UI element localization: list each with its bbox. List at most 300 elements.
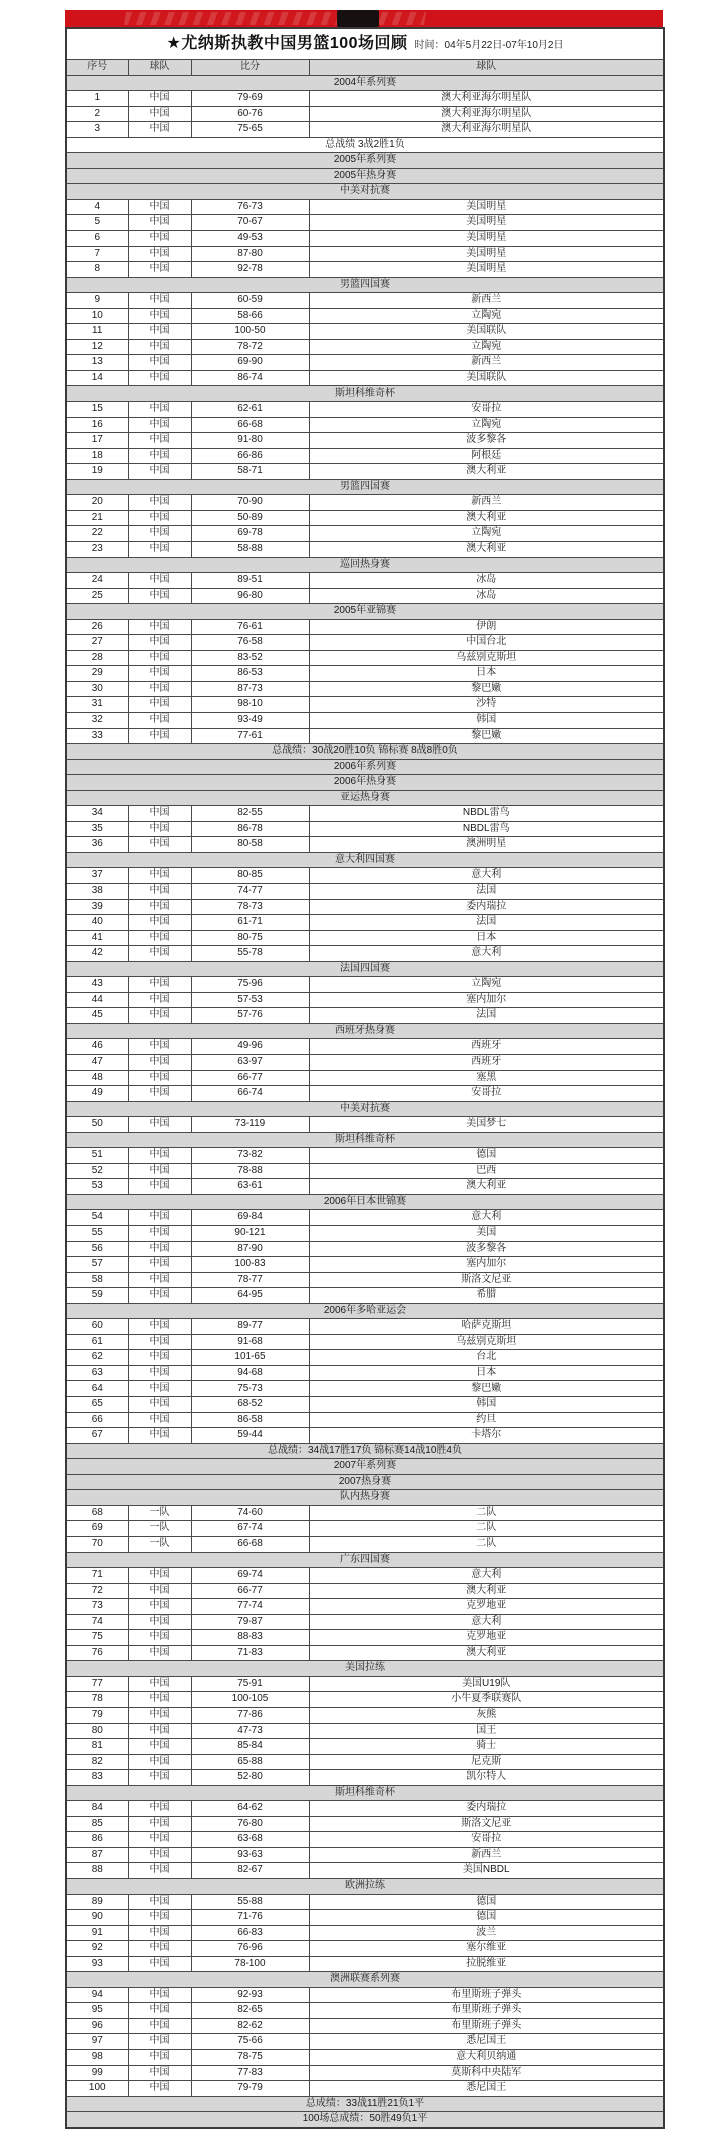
cell-team: 中国 bbox=[128, 246, 191, 262]
table-row bbox=[66, 635, 664, 651]
section-row bbox=[66, 1101, 664, 1117]
cell-opponent: 阿根廷 bbox=[309, 448, 664, 464]
table-row bbox=[66, 619, 664, 635]
cell-score: 49-53 bbox=[191, 231, 309, 247]
cell-opponent: 伊朗 bbox=[309, 619, 664, 635]
cell-opponent: 日本 bbox=[309, 1365, 664, 1381]
cell-team: 中国 bbox=[128, 2034, 191, 2050]
table-row bbox=[66, 1350, 664, 1366]
table-row bbox=[66, 821, 664, 837]
cell-score: 100-83 bbox=[191, 1257, 309, 1273]
cell-opponent: 西班牙 bbox=[309, 1039, 664, 1055]
cell-no: 100 bbox=[66, 2081, 128, 2097]
section-row bbox=[66, 153, 664, 169]
table-row bbox=[66, 464, 664, 480]
cell-score: 91-80 bbox=[191, 433, 309, 449]
cell-no: 79 bbox=[66, 1707, 128, 1723]
section-row bbox=[66, 775, 664, 791]
cell-no: 26 bbox=[66, 619, 128, 635]
cell-opponent: 澳大利亚 bbox=[309, 1645, 664, 1661]
cell-no: 45 bbox=[66, 1008, 128, 1024]
table-row bbox=[66, 1801, 664, 1817]
cell-score: 61-71 bbox=[191, 915, 309, 931]
cell-opponent: 新西兰 bbox=[309, 355, 664, 371]
table-row bbox=[66, 1086, 664, 1102]
cell-opponent: 黎巴嫩 bbox=[309, 728, 664, 744]
cell-score: 88-83 bbox=[191, 1630, 309, 1646]
section-row bbox=[66, 1972, 664, 1988]
cell-no: 2 bbox=[66, 106, 128, 122]
cell-team: 中国 bbox=[128, 293, 191, 309]
cell-opponent: 法国 bbox=[309, 883, 664, 899]
table-row bbox=[66, 915, 664, 931]
cell-opponent: 哈萨克斯坦 bbox=[309, 1319, 664, 1335]
cell-score: 100-50 bbox=[191, 324, 309, 340]
cell-score: 70-90 bbox=[191, 495, 309, 511]
cell-no: 16 bbox=[66, 417, 128, 433]
table-row bbox=[66, 91, 664, 107]
cell-opponent: 日本 bbox=[309, 666, 664, 682]
cell-opponent: 沙特 bbox=[309, 697, 664, 713]
cell-team: 中国 bbox=[128, 1583, 191, 1599]
table-row bbox=[66, 1226, 664, 1242]
cell-score: 91-68 bbox=[191, 1334, 309, 1350]
cell-opponent: 塞黑 bbox=[309, 1070, 664, 1086]
cell-opponent: 美国明星 bbox=[309, 199, 664, 215]
cell-team: 中国 bbox=[128, 1412, 191, 1428]
cell-no: 21 bbox=[66, 510, 128, 526]
table-row bbox=[66, 1645, 664, 1661]
table-row bbox=[66, 1241, 664, 1257]
table-row bbox=[66, 2018, 664, 2034]
cell-score: 78-88 bbox=[191, 1163, 309, 1179]
cell-score: 75-65 bbox=[191, 122, 309, 138]
table-row bbox=[66, 215, 664, 231]
cell-no: 62 bbox=[66, 1350, 128, 1366]
table-row bbox=[66, 1770, 664, 1786]
cell-no: 74 bbox=[66, 1614, 128, 1630]
cell-team: 中国 bbox=[128, 2018, 191, 2034]
cell-score: 73-119 bbox=[191, 1117, 309, 1133]
cell-team: 中国 bbox=[128, 1257, 191, 1273]
cell-team: 中国 bbox=[128, 899, 191, 915]
cell-score: 96-80 bbox=[191, 588, 309, 604]
cell-team: 中国 bbox=[128, 1630, 191, 1646]
cell-score: 89-51 bbox=[191, 573, 309, 589]
cell-score: 76-73 bbox=[191, 199, 309, 215]
cell-team: 中国 bbox=[128, 417, 191, 433]
cell-opponent: NBDL雷鸟 bbox=[309, 821, 664, 837]
cell-team: 中国 bbox=[128, 1070, 191, 1086]
cell-no: 60 bbox=[66, 1319, 128, 1335]
cell-score: 69-74 bbox=[191, 1568, 309, 1584]
table-row bbox=[66, 1521, 664, 1537]
cell-no: 47 bbox=[66, 1055, 128, 1071]
cell-no: 35 bbox=[66, 821, 128, 837]
cell-score: 69-84 bbox=[191, 1210, 309, 1226]
cell-score: 57-53 bbox=[191, 992, 309, 1008]
cell-no: 58 bbox=[66, 1272, 128, 1288]
cell-score: 80-75 bbox=[191, 930, 309, 946]
section-label: 美国拉练 bbox=[66, 1661, 664, 1677]
cell-team: 中国 bbox=[128, 339, 191, 355]
cell-no: 77 bbox=[66, 1676, 128, 1692]
cell-score: 101-65 bbox=[191, 1350, 309, 1366]
cell-team: 中国 bbox=[128, 1723, 191, 1739]
section-row bbox=[66, 852, 664, 868]
cell-score: 82-62 bbox=[191, 2018, 309, 2034]
cell-no: 56 bbox=[66, 1241, 128, 1257]
cell-team: 中国 bbox=[128, 837, 191, 853]
cell-team: 中国 bbox=[128, 355, 191, 371]
cell-no: 15 bbox=[66, 402, 128, 418]
cell-team: 中国 bbox=[128, 666, 191, 682]
section-row bbox=[66, 1303, 664, 1319]
cell-no: 46 bbox=[66, 1039, 128, 1055]
section-label: 中美对抗赛 bbox=[66, 1101, 664, 1117]
table-row bbox=[66, 1614, 664, 1630]
cell-no: 25 bbox=[66, 588, 128, 604]
cell-score: 79-79 bbox=[191, 2081, 309, 2097]
section-label: 亚运热身赛 bbox=[66, 790, 664, 806]
cell-opponent: 二队 bbox=[309, 1536, 664, 1552]
cell-score: 74-77 bbox=[191, 883, 309, 899]
table-row bbox=[66, 1179, 664, 1195]
table-row bbox=[66, 1987, 664, 2003]
section-row bbox=[66, 1474, 664, 1490]
cell-no: 5 bbox=[66, 215, 128, 231]
cell-no: 55 bbox=[66, 1226, 128, 1242]
cell-opponent: 韩国 bbox=[309, 712, 664, 728]
cell-opponent: 安哥拉 bbox=[309, 1086, 664, 1102]
cell-opponent: 克罗地亚 bbox=[309, 1630, 664, 1646]
cell-team: 中国 bbox=[128, 1676, 191, 1692]
table-row bbox=[66, 977, 664, 993]
cell-no: 20 bbox=[66, 495, 128, 511]
cell-score: 92-93 bbox=[191, 1987, 309, 2003]
cell-team: 中国 bbox=[128, 650, 191, 666]
cell-opponent: 安哥拉 bbox=[309, 1832, 664, 1848]
cell-score: 64-62 bbox=[191, 1801, 309, 1817]
cell-team: 中国 bbox=[128, 1956, 191, 1972]
cell-team: 中国 bbox=[128, 712, 191, 728]
cell-no: 36 bbox=[66, 837, 128, 853]
cell-no: 94 bbox=[66, 1987, 128, 2003]
cell-score: 78-77 bbox=[191, 1272, 309, 1288]
table-row bbox=[66, 448, 664, 464]
cell-score: 94-68 bbox=[191, 1365, 309, 1381]
cell-opponent: 莫斯科中央陆军 bbox=[309, 2065, 664, 2081]
cell-team: 中国 bbox=[128, 510, 191, 526]
top-banner bbox=[65, 10, 663, 27]
cell-team: 中国 bbox=[128, 915, 191, 931]
cell-score: 70-67 bbox=[191, 215, 309, 231]
cell-score: 73-82 bbox=[191, 1148, 309, 1164]
section-label: 2005年热身赛 bbox=[66, 168, 664, 184]
cell-team: 中国 bbox=[128, 1381, 191, 1397]
cell-score: 86-58 bbox=[191, 1412, 309, 1428]
section-label: 中美对抗赛 bbox=[66, 184, 664, 200]
cell-score: 69-78 bbox=[191, 526, 309, 542]
cell-opponent: 乌兹别克斯坦 bbox=[309, 1334, 664, 1350]
cell-team: 中国 bbox=[128, 1210, 191, 1226]
cell-team: 中国 bbox=[128, 728, 191, 744]
table-row bbox=[66, 1723, 664, 1739]
section-label: 总战绩 3战2胜1负 bbox=[66, 137, 664, 153]
cell-opponent: 澳洲明星 bbox=[309, 837, 664, 853]
cell-no: 53 bbox=[66, 1179, 128, 1195]
cell-score: 66-68 bbox=[191, 417, 309, 433]
cell-no: 39 bbox=[66, 899, 128, 915]
cell-no: 23 bbox=[66, 541, 128, 557]
cell-team: 中国 bbox=[128, 1614, 191, 1630]
cell-no: 71 bbox=[66, 1568, 128, 1584]
cell-no: 75 bbox=[66, 1630, 128, 1646]
table-row bbox=[66, 293, 664, 309]
section-label: 男篮四国赛 bbox=[66, 277, 664, 293]
cell-team: 中国 bbox=[128, 883, 191, 899]
cell-opponent: 安哥拉 bbox=[309, 402, 664, 418]
cell-team: 中国 bbox=[128, 1055, 191, 1071]
cell-score: 85-84 bbox=[191, 1739, 309, 1755]
cell-no: 92 bbox=[66, 1941, 128, 1957]
cell-opponent: 美国NBDL bbox=[309, 1863, 664, 1879]
cell-score: 77-61 bbox=[191, 728, 309, 744]
cell-opponent: 波多黎各 bbox=[309, 1241, 664, 1257]
cell-opponent: 二队 bbox=[309, 1505, 664, 1521]
section-row bbox=[66, 1132, 664, 1148]
table-row bbox=[66, 992, 664, 1008]
section-label: 斯坦科维奇杯 bbox=[66, 1785, 664, 1801]
cell-opponent: 克罗地亚 bbox=[309, 1599, 664, 1615]
cell-opponent: 小牛夏季联赛队 bbox=[309, 1692, 664, 1708]
table-row bbox=[66, 1381, 664, 1397]
section-row bbox=[66, 1023, 664, 1039]
cell-no: 18 bbox=[66, 448, 128, 464]
section-label: 2007热身赛 bbox=[66, 1474, 664, 1490]
cell-team: 中国 bbox=[128, 1241, 191, 1257]
cell-score: 82-65 bbox=[191, 2003, 309, 2019]
section-label: 斯坦科维奇杯 bbox=[66, 1132, 664, 1148]
cell-opponent: 立陶宛 bbox=[309, 308, 664, 324]
title-time-range: 时间：04年5月22日-07年10月2日 bbox=[414, 39, 564, 51]
cell-score: 86-53 bbox=[191, 666, 309, 682]
cell-no: 11 bbox=[66, 324, 128, 340]
cell-team: 中国 bbox=[128, 106, 191, 122]
cell-opponent: 澳大利亚 bbox=[309, 1179, 664, 1195]
cell-no: 86 bbox=[66, 1832, 128, 1848]
cell-team: 中国 bbox=[128, 2065, 191, 2081]
cell-opponent: 布里斯班子弹头 bbox=[309, 2018, 664, 2034]
banner-ink-blob bbox=[337, 10, 379, 27]
cell-team: 中国 bbox=[128, 215, 191, 231]
cell-team: 中国 bbox=[128, 91, 191, 107]
cell-score: 79-87 bbox=[191, 1614, 309, 1630]
table-row bbox=[66, 231, 664, 247]
cell-score: 93-49 bbox=[191, 712, 309, 728]
cell-team: 中国 bbox=[128, 1863, 191, 1879]
table-row bbox=[66, 541, 664, 557]
cell-opponent: 委内瑞拉 bbox=[309, 1801, 664, 1817]
cell-opponent: 美国明星 bbox=[309, 246, 664, 262]
cell-opponent: 国王 bbox=[309, 1723, 664, 1739]
cell-no: 14 bbox=[66, 370, 128, 386]
cell-opponent: 巴西 bbox=[309, 1163, 664, 1179]
cell-no: 70 bbox=[66, 1536, 128, 1552]
cell-team: 中国 bbox=[128, 1039, 191, 1055]
cell-no: 4 bbox=[66, 199, 128, 215]
cell-opponent: 德国 bbox=[309, 1894, 664, 1910]
cell-opponent: 澳大利亚 bbox=[309, 510, 664, 526]
cell-team: 中国 bbox=[128, 1739, 191, 1755]
cell-opponent: 立陶宛 bbox=[309, 417, 664, 433]
cell-score: 87-90 bbox=[191, 1241, 309, 1257]
cell-opponent: 布里斯班子弹头 bbox=[309, 1987, 664, 2003]
cell-score: 77-83 bbox=[191, 2065, 309, 2081]
cell-opponent: 德国 bbox=[309, 1910, 664, 1926]
cell-team: 中国 bbox=[128, 262, 191, 278]
table-row bbox=[66, 246, 664, 262]
cell-score: 50-89 bbox=[191, 510, 309, 526]
cell-score: 79-69 bbox=[191, 91, 309, 107]
cell-no: 64 bbox=[66, 1381, 128, 1397]
cell-score: 92-78 bbox=[191, 262, 309, 278]
cell-opponent: 新西兰 bbox=[309, 495, 664, 511]
cell-opponent: 意大利 bbox=[309, 1568, 664, 1584]
cell-team: 中国 bbox=[128, 1179, 191, 1195]
cell-team: 中国 bbox=[128, 526, 191, 542]
cell-score: 87-73 bbox=[191, 681, 309, 697]
section-label: 欧洲拉练 bbox=[66, 1878, 664, 1894]
cell-opponent: 塞内加尔 bbox=[309, 992, 664, 1008]
cell-no: 7 bbox=[66, 246, 128, 262]
cell-opponent: 意大利 bbox=[309, 1210, 664, 1226]
cell-score: 52-80 bbox=[191, 1770, 309, 1786]
table-row bbox=[66, 1568, 664, 1584]
column-header-team: 球队 bbox=[128, 60, 191, 76]
cell-team: 中国 bbox=[128, 448, 191, 464]
cell-no: 19 bbox=[66, 464, 128, 480]
cell-no: 40 bbox=[66, 915, 128, 931]
table-row bbox=[66, 899, 664, 915]
cell-score: 47-73 bbox=[191, 1723, 309, 1739]
table-row bbox=[66, 308, 664, 324]
cell-no: 98 bbox=[66, 2050, 128, 2066]
cell-score: 78-72 bbox=[191, 339, 309, 355]
table-row bbox=[66, 370, 664, 386]
cell-no: 44 bbox=[66, 992, 128, 1008]
column-header-row bbox=[66, 60, 664, 76]
table-row bbox=[66, 728, 664, 744]
table-row bbox=[66, 1739, 664, 1755]
summary-row bbox=[66, 744, 664, 760]
cell-team: 中国 bbox=[128, 1226, 191, 1242]
table-row bbox=[66, 1008, 664, 1024]
cell-team: 中国 bbox=[128, 1272, 191, 1288]
cell-opponent: 黎巴嫩 bbox=[309, 681, 664, 697]
column-header-no: 序号 bbox=[66, 60, 128, 76]
section-label: 总战绩：34战17胜17负 锦标赛14战10胜4负 bbox=[66, 1443, 664, 1459]
cell-score: 90-121 bbox=[191, 1226, 309, 1242]
section-row bbox=[66, 759, 664, 775]
section-label: 男篮四国赛 bbox=[66, 479, 664, 495]
cell-no: 29 bbox=[66, 666, 128, 682]
cell-team: 中国 bbox=[128, 1925, 191, 1941]
cell-score: 71-83 bbox=[191, 1645, 309, 1661]
section-row bbox=[66, 168, 664, 184]
cell-opponent: 凯尔特人 bbox=[309, 1770, 664, 1786]
cell-team: 中国 bbox=[128, 1568, 191, 1584]
cell-opponent: 立陶宛 bbox=[309, 977, 664, 993]
cell-no: 17 bbox=[66, 433, 128, 449]
cell-opponent: 波多黎各 bbox=[309, 433, 664, 449]
cell-team: 一队 bbox=[128, 1521, 191, 1537]
cell-opponent: 委内瑞拉 bbox=[309, 899, 664, 915]
cell-team: 中国 bbox=[128, 1941, 191, 1957]
cell-team: 中国 bbox=[128, 806, 191, 822]
cell-score: 55-78 bbox=[191, 946, 309, 962]
table-row bbox=[66, 1956, 664, 1972]
cell-score: 66-77 bbox=[191, 1070, 309, 1086]
table-row bbox=[66, 1692, 664, 1708]
cell-team: 中国 bbox=[128, 464, 191, 480]
table-row bbox=[66, 573, 664, 589]
cell-no: 34 bbox=[66, 806, 128, 822]
cell-team: 中国 bbox=[128, 1987, 191, 2003]
cell-score: 64-95 bbox=[191, 1288, 309, 1304]
cell-opponent: 台北 bbox=[309, 1350, 664, 1366]
cell-score: 58-88 bbox=[191, 541, 309, 557]
table-row bbox=[66, 199, 664, 215]
cell-opponent: 美国梦七 bbox=[309, 1117, 664, 1133]
table-row bbox=[66, 712, 664, 728]
cell-no: 22 bbox=[66, 526, 128, 542]
cell-score: 59-44 bbox=[191, 1428, 309, 1444]
cell-score: 71-76 bbox=[191, 1910, 309, 1926]
table-row bbox=[66, 1754, 664, 1770]
section-row bbox=[66, 961, 664, 977]
cell-opponent: 拉脱维亚 bbox=[309, 1956, 664, 1972]
section-label: 广东四国赛 bbox=[66, 1552, 664, 1568]
table-row bbox=[66, 1630, 664, 1646]
table-row bbox=[66, 324, 664, 340]
cell-team: 中国 bbox=[128, 697, 191, 713]
cell-opponent: 悉尼国王 bbox=[309, 2034, 664, 2050]
cell-opponent: 新西兰 bbox=[309, 1847, 664, 1863]
cell-score: 80-85 bbox=[191, 868, 309, 884]
table-row bbox=[66, 1816, 664, 1832]
table-row bbox=[66, 1117, 664, 1133]
cell-opponent: 意大利贝纳通 bbox=[309, 2050, 664, 2066]
cell-score: 66-86 bbox=[191, 448, 309, 464]
cell-team: 中国 bbox=[128, 324, 191, 340]
table-row bbox=[66, 2081, 664, 2097]
cell-score: 57-76 bbox=[191, 1008, 309, 1024]
section-label: 2005年亚锦赛 bbox=[66, 604, 664, 620]
cell-team: 中国 bbox=[128, 1163, 191, 1179]
table-row bbox=[66, 1397, 664, 1413]
table-row bbox=[66, 495, 664, 511]
cell-no: 76 bbox=[66, 1645, 128, 1661]
cell-opponent: 美国明星 bbox=[309, 262, 664, 278]
cell-opponent: 澳大利亚海尔明星队 bbox=[309, 122, 664, 138]
cell-no: 72 bbox=[66, 1583, 128, 1599]
section-label: 总战绩：30战20胜10负 锦标赛 8战8胜0负 bbox=[66, 744, 664, 760]
cell-opponent: 布里斯班子弹头 bbox=[309, 2003, 664, 2019]
table-row bbox=[66, 1894, 664, 1910]
section-row bbox=[66, 75, 664, 91]
cell-opponent: 冰岛 bbox=[309, 588, 664, 604]
